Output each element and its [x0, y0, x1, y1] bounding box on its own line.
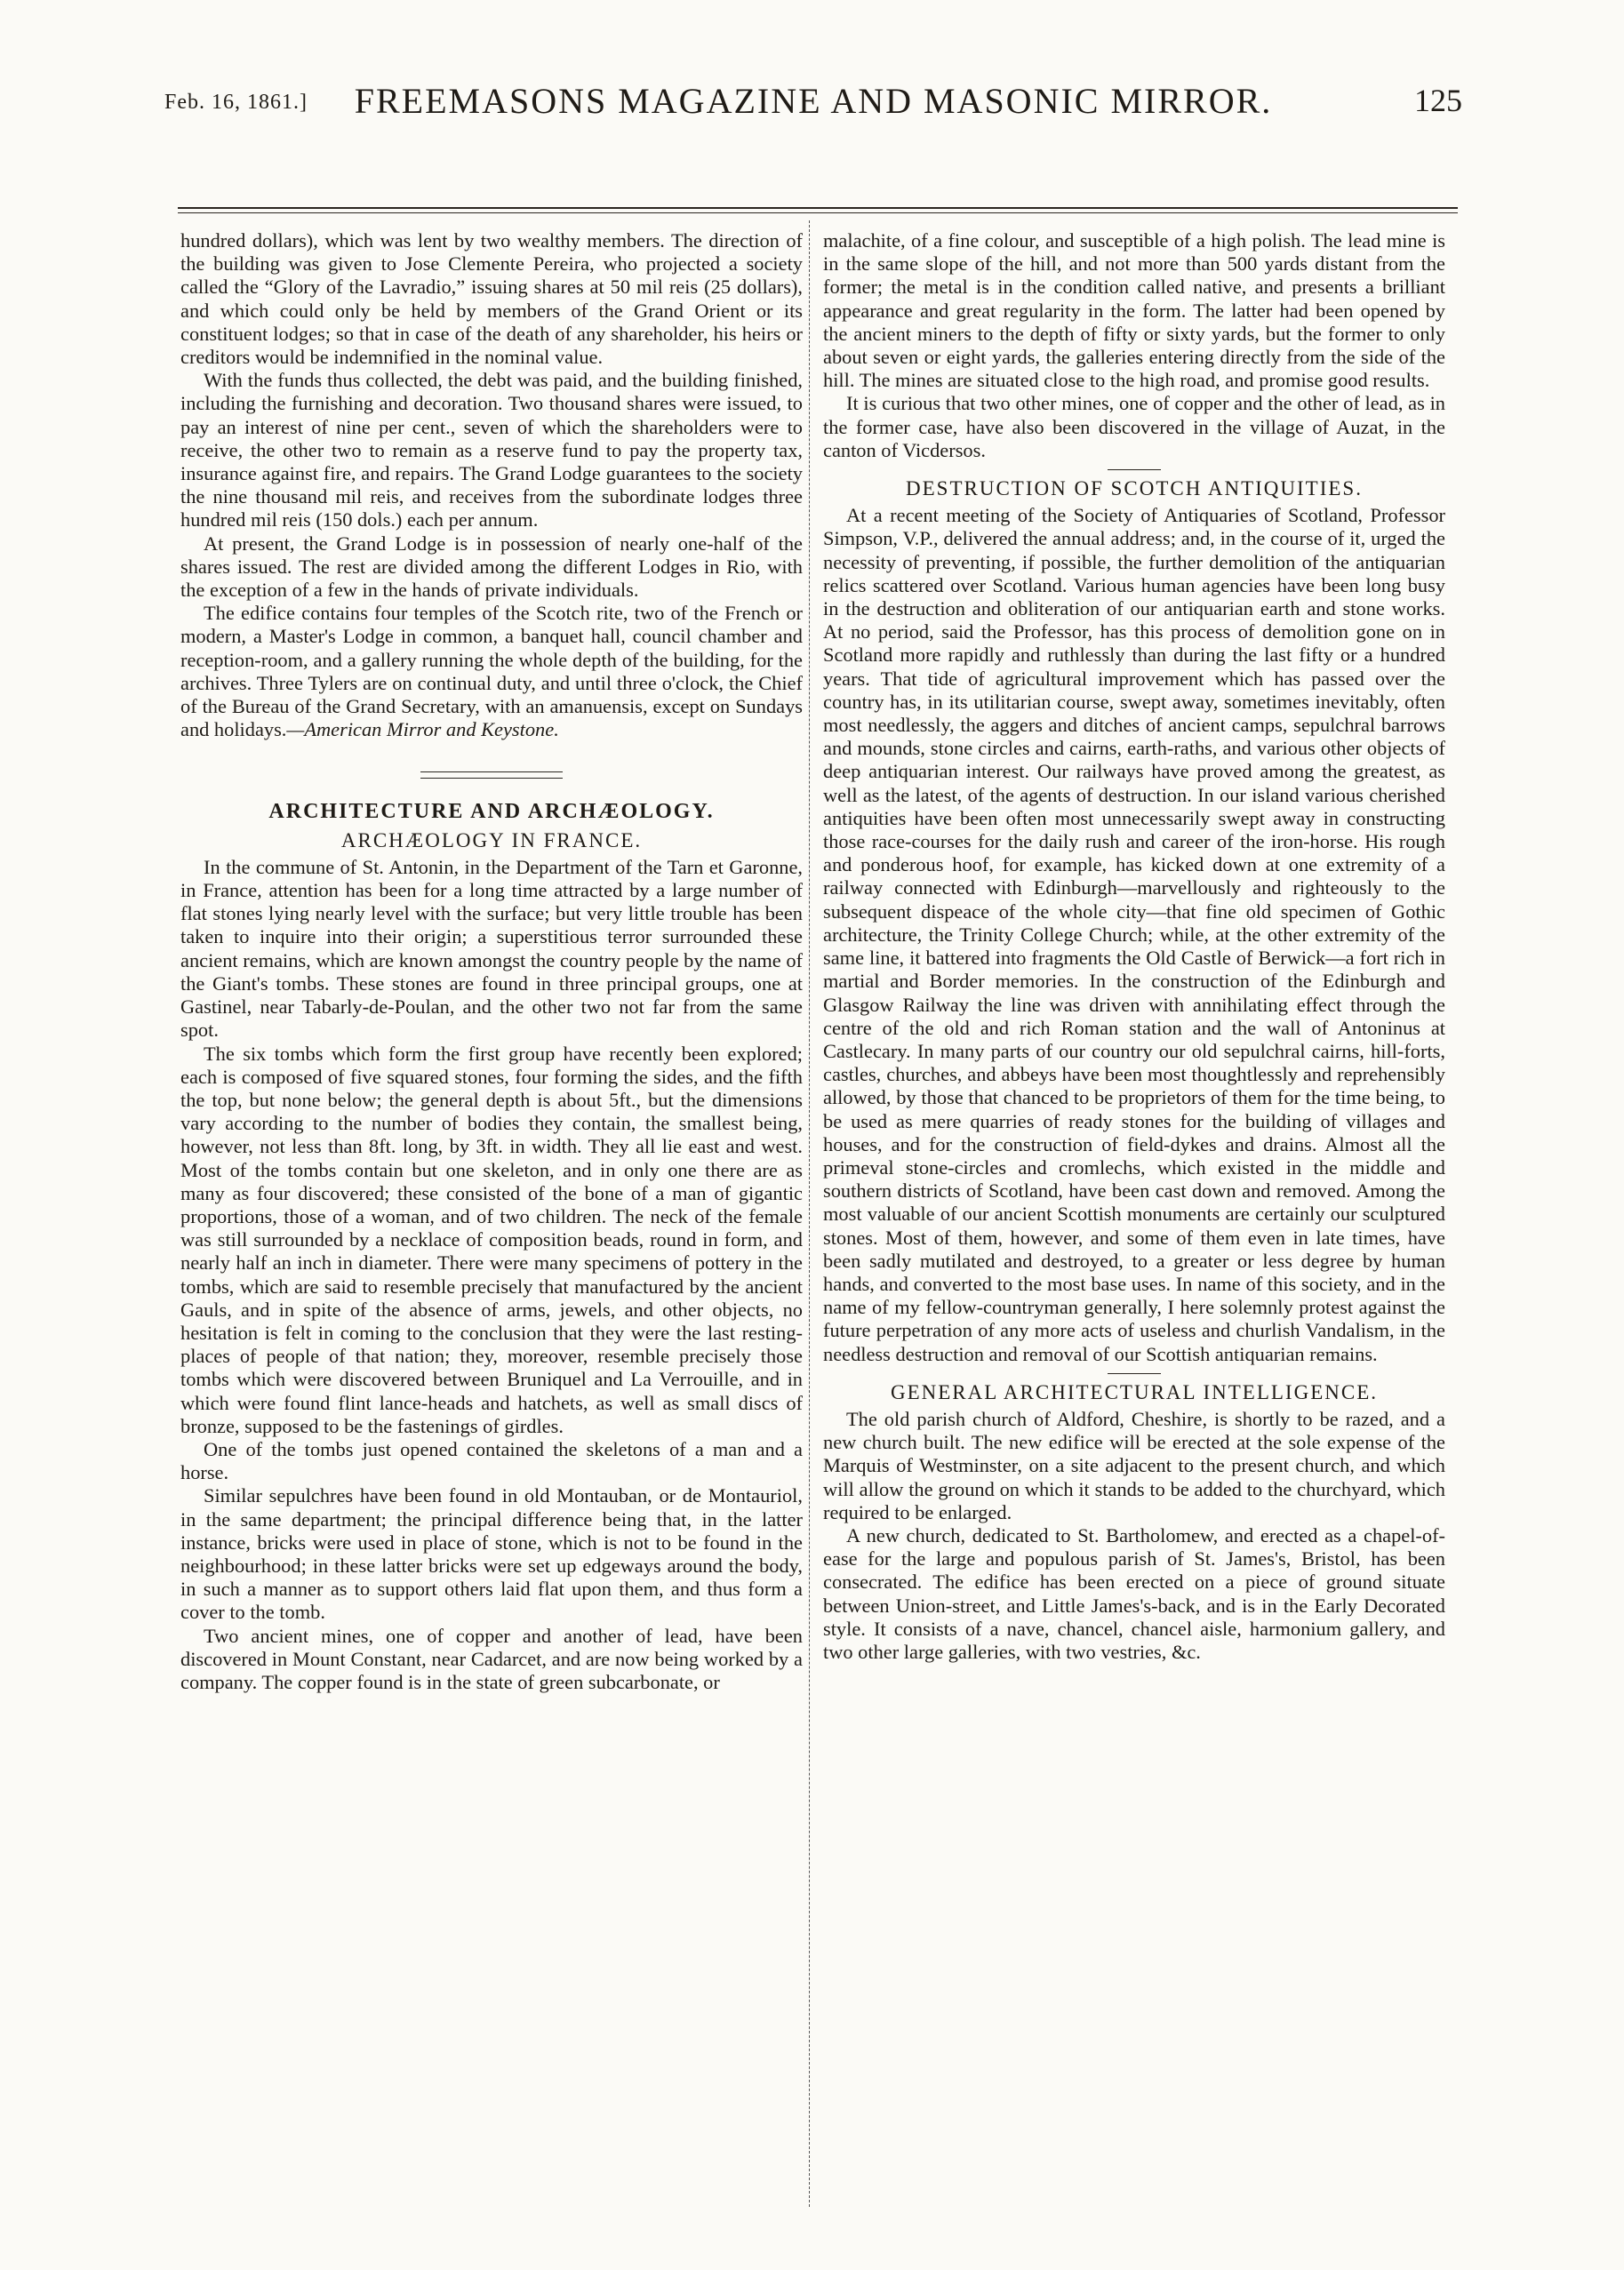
paragraph: The six tombs which form the first group have recently been explored; each is composed of five squared stones, four forming the sides, and the fifth the top, but none below; the general depth is about 5ft., but the dimensions vary according to the number of bodies they contain, the smallest being, however, not less than 8ft. long, by 3ft. in width. They all lie east and west. Most of the tombs contain but one skeleton, and in only one there are as many as four discovered; these consisted of the bone of a man of gigantic proportions, those of a woman, and of two children. The neck of the female was still surrounded by a necklace of composition beads, round in form, and nearly half an inch in diameter. There were many specimens of pottery in the tombs, which are said to resemble precisely that manufactured by the ancient Gauls, and in spite of the absence of arms, jewels, and other objects, no hesitation is felt in coming to the conclusion that they were the last resting-places of people of that nation; they, moreover, resemble precisely those tombs which were discovered between Bruniquel and La Verrouille, and in which were found flint lance-heads and hatchets, as well as small discs of bronze, supposed to be the fastenings of girdles.	[180, 1042, 803, 1437]
right-column	[823, 229, 1445, 1664]
page-number: 125	[1414, 83, 1462, 118]
source-credit: —American Mirror and Keystone.	[286, 718, 559, 741]
paragraph: In the commune of St. Antonin, in the Department of the Tarn et Garonne, in France, attention has been for a long time attracted by a large number of flat stones lying nearly level with the surface; but very little trouble has been taken to inquire into their origin; a superstitious terror surrounded these ancient remains, which are known amongst the country people by the name of the Giant's tombs. These stones are found in three principal groups, one at Gastinel, near Tabarly-de-Poulan, and the other two not far from the same spot.	[180, 855, 803, 1042]
paragraph: A new church, dedicated to St. Bartholomew, and erected as a chapel-of-ease for the large and populous parish of St. James's, Bristol, has been consecrated. The edifice has been erected on a piece of ground situate between Union-street, and Little James's-back, and is in the Early Decorated style. It consists of a nave, chancel, chancel aisle, harmonium gallery, and two other large galleries, with two vestries, &c.	[823, 1523, 1445, 1663]
paragraph: It is curious that two other mines, one of copper and the other of lead, as in the former case, have also been discovered in the village of Auzat, in the canton of Vicdersos.	[823, 392, 1445, 461]
paragraph: At a recent meeting of the Society of Antiquaries of Scotland, Professor Simpson, V.P., delivered the annual address; and, in the course of it, urged the necessity of preventing, if possible, the further demolition of the antiquarian relics scattered over Scotland. Various human agencies have been long busy in the destruction and obliteration of our antiquarian earth and stone works. At no period, said the Professor, has this process of demolition gone on in Scotland more rapidly and ruthlessly than during the last fifty or a hundred years. That tide of agricultural improvement which has passed over the country has, in its utilitarian course, swept away, sometimes inevitably, often most needlessly, the aggers and ditches of ancient camps, sepulchral barrows and mounds, stone circles and cairns, earth-raths, and various other objects of deep antiquarian interest. Our railways have proved among the greatest, as well as the latest, of the agents of destruction. In our island various cherished antiquities have been often most unnecessarily swept away in constructing those race-courses for the daily rush and career of the iron-horse. His rough and ponderous hoof, for example, has kicked down at one extremity of a railway connected with Edinburgh—marvellously and righteously to the subsequent dispeace of the whole city—that fine old specimen of Gothic architecture, the Trinity College Church; while, at the other extremity of the same line, it battered into fragments the Old Castle of Berwick—a fort rich in martial and Border memories. In the construction of the Edinburgh and Glasgow Railway the line was driven with annihilating effect through the centre of the old and rich Roman station and the wall of Antoninus at Castlecary. In many parts of our country our old sepulchral cairns, hill-forts, castles, churches, and abbeys have been most thoughtlessly and reprehensibly allowed, by those that chanced to be proprietors of them for the time being, to be used as mere quarries of ready stones for the building of villages and houses, and for the construction of field-dykes and drains. Almost all the primeval stone-circles and cromlechs, which existed in the middle and southern districts of Scotland, have been cast down and removed. Among the most valuable of our ancient Scottish monuments are certainly our sculptured stones. Most of them, however, and some of them even in late times, have been sadly mutilated and destroyed, to a greater or less degree by human hands, and converted to the most base uses. In name of this society, and in the name of my fellow-countryman generally, I here solemnly protest against the future perpetration of any more acts of useless and churlish Vandalism, in the needless destruction and removal of our Scottish antiquarian remains.	[823, 504, 1445, 1365]
article-separator	[1108, 469, 1161, 470]
paragraph	[180, 602, 803, 741]
article-title: DESTRUCTION OF SCOTCH ANTIQUITIES.	[906, 477, 1363, 500]
header-rule	[178, 207, 1458, 209]
page-header	[164, 75, 1462, 128]
paragraph: malachite, of a fine colour, and susceptible of a high polish. The lead mine is in the same slope of the hill, and not more than 500 yards distant from the former; the metal is in the condition called native, and presents a brilliant appearance and great regularity in the form. The latter had been opened by the ancient miners to the depth of fifty or sixty yards, but the former to only about seven or eight yards, the galleries entering directly from the side of the hill. The mines are situated close to the high road, and promise good results.	[823, 229, 1445, 392]
paragraph: At present, the Grand Lodge is in possession of nearly one-half of the shares issued. The rest are divided among the different Lodges in Rio, with the exception of a few in the hands of private individuals.	[180, 532, 803, 602]
article-title: GENERAL ARCHITECTURAL INTELLIGENCE.	[890, 1380, 1379, 1403]
paragraph: Similar sepulchres have been found in old Montauban, or de Montauriol, in the same department; the principal difference being that, in the latter instance, bricks were used in place of stone, which is not to be found in the neighbourhood; in these latter bricks were set up edgeways around the body, in such a manner as to support others laid flat upon them, and thus form a cover to the tomb.	[180, 1484, 803, 1624]
magazine-title: FREEMASONS MAGAZINE AND MASONIC MIRROR.	[354, 81, 1273, 121]
header-rule-thin	[178, 212, 1458, 213]
column-divider	[809, 220, 810, 2207]
article-separator	[1108, 1373, 1161, 1374]
paragraph: With the funds thus collected, the debt was paid, and the building finished, including the furnishing and decoration. Two thousand shares were issued, to pay an interest of nine per cent., seven of which the shareholders were to receive, the other two to remain as a reserve fund to pay the property tax, insurance against fire, and repairs. The Grand Lodge guarantees to the society the nine thousand mil reis, and receives from the subordinate lodges three hundred mil reis (150 dols.) each per annum.	[180, 369, 803, 532]
paragraph: One of the tombs just opened contained the skeletons of a man and a horse.	[180, 1437, 803, 1484]
article-title: ARCHÆOLOGY IN FRANCE.	[340, 828, 643, 851]
paragraph: hundred dollars), which was lent by two wealthy members. The direction of the building was given to Jose Clemente Pereira, who projected a society called the “Glory of the Lavradio,” issuing shares at 50 mil reis (25 dollars), and which could only be held by members of the Grand Orient or its constituent lodges; so that in case of the death of any shareholder, his heirs or creditors would be indemnified in the nominal value.	[180, 229, 803, 369]
paragraph-text: The edifice contains four temples of the Scotch rite, two of the French or modern, a Master's Lodge in common, a banquet hall, council chamber and reception-room, and a gallery running the whole depth of the building, for the archives. Three Tylers are on continual duty, and until three o'clock, the Chief of the Bureau of the Grand Secretary, with an amanuensis, except on Sundays and holidays.	[180, 602, 803, 741]
paragraph: Two ancient mines, one of copper and another of lead, have been discovered in Mount Constant, near Cadarcet, and are now being worked by a company. The copper found is in the state of green subcarbonate, or	[180, 1624, 803, 1693]
left-column	[180, 229, 803, 1694]
section-separator	[420, 771, 563, 779]
paragraph: The old parish church of Aldford, Cheshire, is shortly to be razed, and a new church built. The new edifice will be erected at the sole expense of the Marquis of Westminster, on a site adjacent to the present church, and which will allow the ground on which it stands to be added to the churchyard, which required to be enlarged.	[823, 1407, 1445, 1523]
issue-date: Feb. 16, 1861.]	[164, 91, 308, 114]
section-title: ARCHITECTURE AND ARCHÆOLOGY.	[268, 800, 715, 824]
